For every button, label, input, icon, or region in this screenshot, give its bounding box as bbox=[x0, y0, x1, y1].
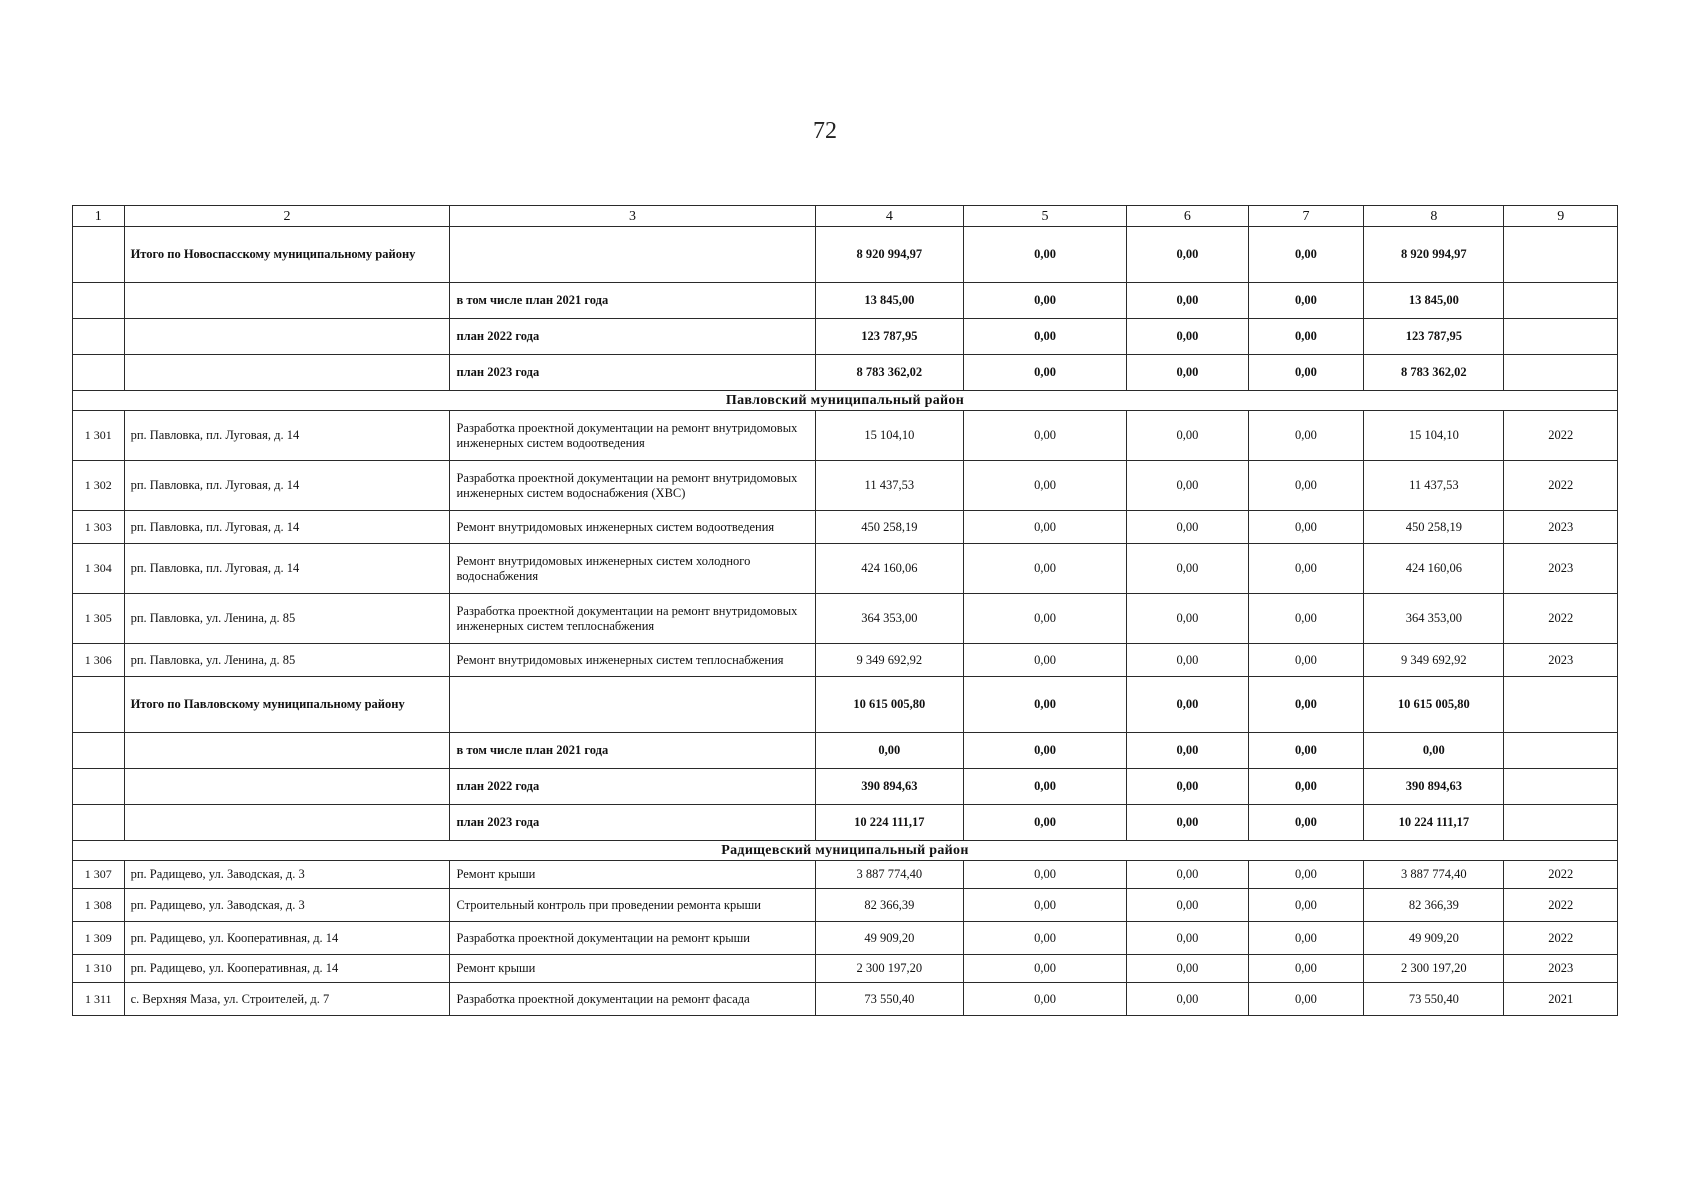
plan-label: в том числе план 2021 года bbox=[450, 733, 815, 769]
work-description: Ремонт крыши bbox=[450, 861, 815, 889]
section-row bbox=[73, 391, 1618, 411]
amount-cell: 73 550,40 bbox=[815, 983, 964, 1016]
row-number: 1 301 bbox=[73, 411, 125, 461]
amount-cell: 0,00 bbox=[1127, 983, 1249, 1016]
amount-cell: 0,00 bbox=[964, 733, 1127, 769]
row-number: 1 304 bbox=[73, 544, 125, 594]
table-row bbox=[73, 922, 1618, 955]
row-number-cell bbox=[73, 283, 125, 319]
row-number: 1 305 bbox=[73, 594, 125, 644]
amount-cell: 0,00 bbox=[964, 319, 1127, 355]
row-number: 1 306 bbox=[73, 644, 125, 677]
amount-cell: 0,00 bbox=[1127, 319, 1249, 355]
address-cell bbox=[124, 283, 450, 319]
amount-cell: 424 160,06 bbox=[815, 544, 964, 594]
year-cell bbox=[1504, 283, 1618, 319]
plan-row bbox=[73, 733, 1618, 769]
address-cell bbox=[124, 319, 450, 355]
work-description: Разработка проектной документации на ремонт фасада bbox=[450, 983, 815, 1016]
amount-cell: 15 104,10 bbox=[1364, 411, 1504, 461]
row-number-cell bbox=[73, 733, 125, 769]
year-cell bbox=[1504, 355, 1618, 391]
amount-cell: 0,00 bbox=[1127, 227, 1249, 283]
row-number: 1 307 bbox=[73, 861, 125, 889]
address-cell bbox=[124, 733, 450, 769]
amount-cell: 0,00 bbox=[1127, 805, 1249, 841]
amount-cell: 10 615 005,80 bbox=[815, 677, 964, 733]
row-number-cell bbox=[73, 319, 125, 355]
work-description: Разработка проектной документации на ремонт внутридомовых инженерных систем водоснабжения (ХВС) bbox=[450, 461, 815, 511]
amount-cell: 73 550,40 bbox=[1364, 983, 1504, 1016]
year-cell: 2021 bbox=[1504, 983, 1618, 1016]
amount-cell: 9 349 692,92 bbox=[1364, 644, 1504, 677]
plan-label: в том числе план 2021 года bbox=[450, 283, 815, 319]
amount-cell: 0,00 bbox=[1127, 677, 1249, 733]
amount-cell: 0,00 bbox=[964, 983, 1127, 1016]
amount-cell: 3 887 774,40 bbox=[815, 861, 964, 889]
amount-cell: 450 258,19 bbox=[815, 511, 964, 544]
amount-cell: 0,00 bbox=[964, 644, 1127, 677]
column-header: 1 bbox=[73, 206, 125, 227]
plan-label: план 2022 года bbox=[450, 769, 815, 805]
table-row bbox=[73, 955, 1618, 983]
row-number-cell bbox=[73, 769, 125, 805]
amount-cell: 0,00 bbox=[1127, 511, 1249, 544]
amount-cell: 10 224 111,17 bbox=[1364, 805, 1504, 841]
column-header: 9 bbox=[1504, 206, 1618, 227]
column-header: 4 bbox=[815, 206, 964, 227]
year-cell: 2023 bbox=[1504, 511, 1618, 544]
section-title: Радищевский муниципальный район bbox=[73, 841, 1618, 861]
amount-cell: 0,00 bbox=[1248, 544, 1364, 594]
amount-cell: 0,00 bbox=[1127, 461, 1249, 511]
amount-cell: 11 437,53 bbox=[1364, 461, 1504, 511]
summary-row bbox=[73, 677, 1618, 733]
row-number: 1 302 bbox=[73, 461, 125, 511]
table-row bbox=[73, 544, 1618, 594]
amount-cell: 0,00 bbox=[1248, 983, 1364, 1016]
amount-cell: 0,00 bbox=[964, 511, 1127, 544]
plan-row bbox=[73, 805, 1618, 841]
amount-cell: 15 104,10 bbox=[815, 411, 964, 461]
row-number-cell bbox=[73, 355, 125, 391]
amount-cell: 82 366,39 bbox=[815, 889, 964, 922]
address-cell: рп. Павловка, ул. Ленина, д. 85 bbox=[124, 594, 450, 644]
column-header: 7 bbox=[1248, 206, 1364, 227]
work-description: Разработка проектной документации на ремонт внутридомовых инженерных систем водоотведения bbox=[450, 411, 815, 461]
table-row bbox=[73, 411, 1618, 461]
amount-cell: 0,00 bbox=[1127, 955, 1249, 983]
amount-cell: 9 349 692,92 bbox=[815, 644, 964, 677]
year-cell: 2023 bbox=[1504, 644, 1618, 677]
amount-cell: 0,00 bbox=[1127, 644, 1249, 677]
table-row bbox=[73, 461, 1618, 511]
plan-label: план 2023 года bbox=[450, 805, 815, 841]
year-cell bbox=[1504, 677, 1618, 733]
summary-row bbox=[73, 227, 1618, 283]
plan-row bbox=[73, 283, 1618, 319]
address-cell bbox=[124, 805, 450, 841]
amount-cell: 0,00 bbox=[1248, 677, 1364, 733]
amount-cell: 10 224 111,17 bbox=[815, 805, 964, 841]
amount-cell: 0,00 bbox=[1127, 889, 1249, 922]
amount-cell: 0,00 bbox=[1248, 955, 1364, 983]
amount-cell: 0,00 bbox=[815, 733, 964, 769]
plan-label: план 2023 года bbox=[450, 355, 815, 391]
amount-cell: 0,00 bbox=[964, 594, 1127, 644]
amount-cell: 0,00 bbox=[964, 805, 1127, 841]
address-cell: рп. Радищево, ул. Заводская, д. 3 bbox=[124, 861, 450, 889]
amount-cell: 2 300 197,20 bbox=[815, 955, 964, 983]
amount-cell: 450 258,19 bbox=[1364, 511, 1504, 544]
amount-cell: 0,00 bbox=[964, 955, 1127, 983]
year-cell: 2022 bbox=[1504, 861, 1618, 889]
amount-cell: 82 366,39 bbox=[1364, 889, 1504, 922]
work-description: Ремонт крыши bbox=[450, 955, 815, 983]
address-cell: рп. Павловка, пл. Луговая, д. 14 bbox=[124, 544, 450, 594]
amount-cell: 0,00 bbox=[964, 861, 1127, 889]
work-description: Разработка проектной документации на ремонт крыши bbox=[450, 922, 815, 955]
year-cell: 2022 bbox=[1504, 922, 1618, 955]
amount-cell: 0,00 bbox=[1127, 594, 1249, 644]
amount-cell: 0,00 bbox=[1248, 733, 1364, 769]
row-number: 1 303 bbox=[73, 511, 125, 544]
table-row bbox=[73, 644, 1618, 677]
address-cell: рп. Павловка, ул. Ленина, д. 85 bbox=[124, 644, 450, 677]
amount-cell: 8 783 362,02 bbox=[815, 355, 964, 391]
amount-cell: 123 787,95 bbox=[1364, 319, 1504, 355]
amount-cell: 3 887 774,40 bbox=[1364, 861, 1504, 889]
amount-cell: 49 909,20 bbox=[1364, 922, 1504, 955]
amount-cell: 0,00 bbox=[1248, 411, 1364, 461]
address-cell bbox=[124, 355, 450, 391]
amount-cell: 0,00 bbox=[1248, 644, 1364, 677]
amount-cell: 11 437,53 bbox=[815, 461, 964, 511]
amount-cell: 0,00 bbox=[964, 355, 1127, 391]
amount-cell: 8 920 994,97 bbox=[1364, 227, 1504, 283]
plan-label: план 2022 года bbox=[450, 319, 815, 355]
address-cell: рп. Радищево, ул. Кооперативная, д. 14 bbox=[124, 922, 450, 955]
year-cell: 2022 bbox=[1504, 461, 1618, 511]
plan-row bbox=[73, 769, 1618, 805]
amount-cell: 0,00 bbox=[964, 769, 1127, 805]
amount-cell: 0,00 bbox=[964, 889, 1127, 922]
work-cell bbox=[450, 677, 815, 733]
amount-cell: 390 894,63 bbox=[1364, 769, 1504, 805]
column-header: 5 bbox=[964, 206, 1127, 227]
row-number: 1 311 bbox=[73, 983, 125, 1016]
amount-cell: 0,00 bbox=[964, 677, 1127, 733]
address-cell bbox=[124, 769, 450, 805]
work-description: Строительный контроль при проведении ремонта крыши bbox=[450, 889, 815, 922]
amount-cell: 0,00 bbox=[1248, 461, 1364, 511]
work-cell bbox=[450, 227, 815, 283]
amount-cell: 0,00 bbox=[1127, 544, 1249, 594]
work-description: Разработка проектной документации на ремонт внутридомовых инженерных систем теплоснабжения bbox=[450, 594, 815, 644]
section-row bbox=[73, 841, 1618, 861]
amount-cell: 0,00 bbox=[964, 411, 1127, 461]
table-row bbox=[73, 861, 1618, 889]
summary-label: Итого по Новоспасскому муниципальному району bbox=[124, 227, 450, 283]
year-cell bbox=[1504, 227, 1618, 283]
amount-cell: 0,00 bbox=[1248, 594, 1364, 644]
table-row bbox=[73, 511, 1618, 544]
amount-cell: 13 845,00 bbox=[815, 283, 964, 319]
amount-cell: 0,00 bbox=[964, 461, 1127, 511]
amount-cell: 49 909,20 bbox=[815, 922, 964, 955]
table-row bbox=[73, 889, 1618, 922]
address-cell: рп. Радищево, ул. Заводская, д. 3 bbox=[124, 889, 450, 922]
year-cell: 2022 bbox=[1504, 411, 1618, 461]
summary-label: Итого по Павловскому муниципальному району bbox=[124, 677, 450, 733]
section-title: Павловский муниципальный район bbox=[73, 391, 1618, 411]
amount-cell: 0,00 bbox=[1248, 319, 1364, 355]
page-number: 72 bbox=[813, 118, 837, 144]
amount-cell: 0,00 bbox=[1248, 769, 1364, 805]
amount-cell: 0,00 bbox=[964, 922, 1127, 955]
year-cell bbox=[1504, 733, 1618, 769]
year-cell bbox=[1504, 805, 1618, 841]
amount-cell: 0,00 bbox=[1364, 733, 1504, 769]
amount-cell: 10 615 005,80 bbox=[1364, 677, 1504, 733]
row-number: 1 310 bbox=[73, 955, 125, 983]
work-description: Ремонт внутридомовых инженерных систем холодного водоснабжения bbox=[450, 544, 815, 594]
address-cell: с. Верхняя Маза, ул. Строителей, д. 7 bbox=[124, 983, 450, 1016]
table-body bbox=[73, 206, 1618, 1016]
year-cell: 2023 bbox=[1504, 955, 1618, 983]
amount-cell: 364 353,00 bbox=[815, 594, 964, 644]
row-number: 1 309 bbox=[73, 922, 125, 955]
amount-cell: 0,00 bbox=[1248, 227, 1364, 283]
amount-cell: 0,00 bbox=[1127, 769, 1249, 805]
capital-repair-table bbox=[72, 205, 1618, 1016]
amount-cell: 0,00 bbox=[1127, 861, 1249, 889]
amount-cell: 0,00 bbox=[1248, 283, 1364, 319]
address-cell: рп. Павловка, пл. Луговая, д. 14 bbox=[124, 461, 450, 511]
work-description: Ремонт внутридомовых инженерных систем теплоснабжения bbox=[450, 644, 815, 677]
amount-cell: 123 787,95 bbox=[815, 319, 964, 355]
year-cell: 2023 bbox=[1504, 544, 1618, 594]
plan-row bbox=[73, 355, 1618, 391]
address-cell: рп. Павловка, пл. Луговая, д. 14 bbox=[124, 411, 450, 461]
column-header: 8 bbox=[1364, 206, 1504, 227]
plan-row bbox=[73, 319, 1618, 355]
amount-cell: 0,00 bbox=[1248, 922, 1364, 955]
row-number-cell bbox=[73, 805, 125, 841]
year-cell: 2022 bbox=[1504, 594, 1618, 644]
amount-cell: 8 920 994,97 bbox=[815, 227, 964, 283]
row-number-cell bbox=[73, 677, 125, 733]
amount-cell: 0,00 bbox=[1127, 411, 1249, 461]
amount-cell: 0,00 bbox=[1127, 733, 1249, 769]
amount-cell: 0,00 bbox=[1248, 511, 1364, 544]
column-header: 6 bbox=[1127, 206, 1249, 227]
table-row bbox=[73, 594, 1618, 644]
address-cell: рп. Радищево, ул. Кооперативная, д. 14 bbox=[124, 955, 450, 983]
column-header: 2 bbox=[124, 206, 450, 227]
address-cell: рп. Павловка, пл. Луговая, д. 14 bbox=[124, 511, 450, 544]
column-number-header-row bbox=[73, 206, 1618, 227]
amount-cell: 390 894,63 bbox=[815, 769, 964, 805]
amount-cell: 424 160,06 bbox=[1364, 544, 1504, 594]
work-description: Ремонт внутридомовых инженерных систем водоотведения bbox=[450, 511, 815, 544]
amount-cell: 0,00 bbox=[964, 283, 1127, 319]
amount-cell: 0,00 bbox=[1127, 283, 1249, 319]
amount-cell: 0,00 bbox=[964, 544, 1127, 594]
amount-cell: 364 353,00 bbox=[1364, 594, 1504, 644]
amount-cell: 2 300 197,20 bbox=[1364, 955, 1504, 983]
amount-cell: 0,00 bbox=[964, 227, 1127, 283]
amount-cell: 8 783 362,02 bbox=[1364, 355, 1504, 391]
row-number: 1 308 bbox=[73, 889, 125, 922]
column-header: 3 bbox=[450, 206, 815, 227]
amount-cell: 0,00 bbox=[1248, 861, 1364, 889]
year-cell bbox=[1504, 319, 1618, 355]
row-number-cell bbox=[73, 227, 125, 283]
year-cell bbox=[1504, 769, 1618, 805]
amount-cell: 0,00 bbox=[1127, 355, 1249, 391]
amount-cell: 0,00 bbox=[1248, 805, 1364, 841]
amount-cell: 0,00 bbox=[1248, 889, 1364, 922]
amount-cell: 0,00 bbox=[1127, 922, 1249, 955]
amount-cell: 13 845,00 bbox=[1364, 283, 1504, 319]
amount-cell: 0,00 bbox=[1248, 355, 1364, 391]
table-row bbox=[73, 983, 1618, 1016]
year-cell: 2022 bbox=[1504, 889, 1618, 922]
